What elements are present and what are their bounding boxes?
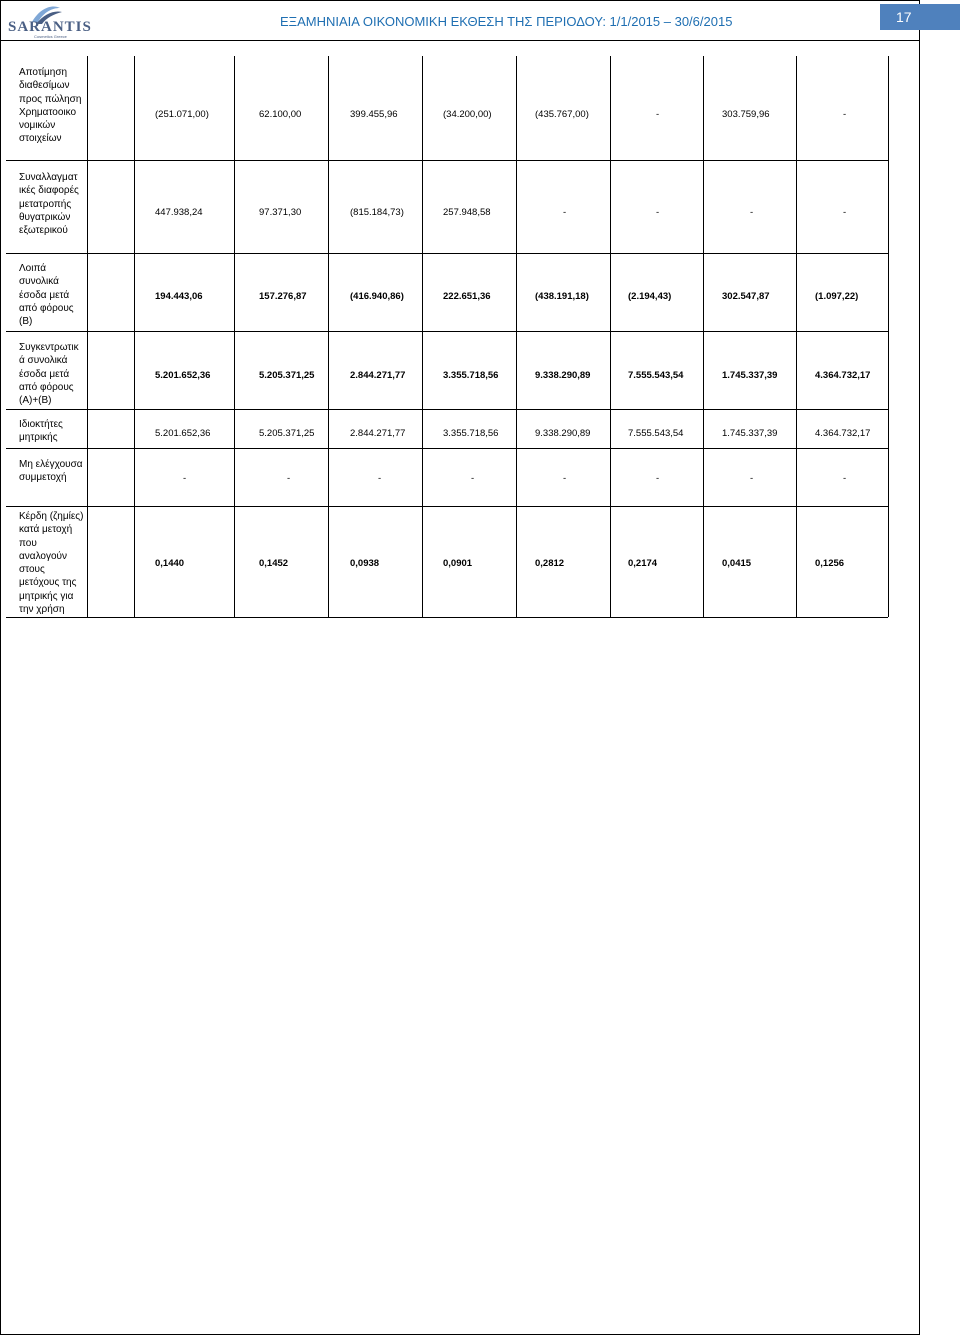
table-column-rule [134,56,135,617]
table-cell: 0,1256 [815,558,845,569]
table-column-rule [703,56,704,617]
table-cell: 5.205.371,25 [259,370,315,381]
table-cell: (416.940,86) [350,291,404,302]
table-cell: - [183,473,187,484]
row-label: Συγκεντρωτικ ά συνολικά έσοδα μετά από φόρους (Α)+(Β) [19,342,79,407]
row-label: Αποτίμηση διαθεσίμων προς πώληση Χρηματοοικο νομικών στοιχείων [19,67,82,145]
table-column-rule [796,56,797,617]
table-cell: 0,2812 [535,558,565,569]
table-cell: 0,1452 [259,558,289,569]
table-cell: 0,0415 [722,558,752,569]
table-cell: - [750,207,754,218]
table-cell: 1.745.337,39 [722,370,778,381]
table-cell: 303.759,96 [722,109,770,120]
row-label: Συναλλαγματ ικές διαφορές μετατροπής θυγατρικών εξωτερικού [19,172,79,237]
table-cell: - [563,473,567,484]
table-cell: 3.355.718,56 [443,428,499,439]
table-cell: 5.201.652,36 [155,370,211,381]
table-cell: 157.276,87 [259,291,307,302]
table-cell: - [563,207,567,218]
table-cell: 9.338.290,89 [535,428,591,439]
table-cell: 399.455,96 [350,109,398,120]
table-cell: 0,2174 [628,558,658,569]
table-cell: (435.767,00) [535,109,589,120]
table-row-rule [6,617,888,618]
table-cell: (815.184,73) [350,207,404,218]
row-label: Ιδιοκτήτες μητρικής [19,419,63,444]
table-column-rule [328,56,329,617]
row-label: Μη ελέγχουσα συμμετοχή [19,459,83,484]
table-cell: (2.194,43) [628,291,672,302]
table-cell: 194.443,06 [155,291,203,302]
header-rule [0,40,920,41]
table-cell: 302.547,87 [722,291,770,302]
table-cell: 4.364.732,17 [815,428,871,439]
table-cell: - [750,473,754,484]
table-row-rule [6,160,888,161]
table-column-rule [610,56,611,617]
table-cell: - [378,473,382,484]
table-cell: 97.371,30 [259,207,302,218]
table-cell: 3.355.718,56 [443,370,499,381]
table-cell: - [843,473,847,484]
table-cell: - [656,473,660,484]
table-cell: 1.745.337,39 [722,428,778,439]
table-cell: 9.338.290,89 [535,370,591,381]
table-cell: 5.205.371,25 [259,428,315,439]
table-cell: 4.364.732,17 [815,370,871,381]
table-cell: 222.651,36 [443,291,491,302]
table-column-rule [234,56,235,617]
page-number: 17 [880,4,960,30]
table-row-rule [6,506,888,507]
table-column-rule [516,56,517,617]
table-column-rule [888,56,889,617]
table-cell: 7.555.543,54 [628,370,684,381]
table-cell: (438.191,18) [535,291,589,302]
table-cell: - [843,109,847,120]
table-cell: (34.200,00) [443,109,492,120]
company-logo [4,4,92,40]
table-cell: 0,1440 [155,558,185,569]
table-cell: 62.100,00 [259,109,302,120]
table-cell: (1.097,22) [815,291,859,302]
table-row-rule [6,448,888,449]
table-cell: 2.844.271,77 [350,370,406,381]
table-cell: 7.555.543,54 [628,428,684,439]
table-row-rule [6,331,888,332]
table-cell: - [843,207,847,218]
table-column-rule [422,56,423,617]
row-label: Κέρδη (ζημίες) κατά μετοχή που αναλογούν στους μετόχους της μητρικής για την χρήση [19,511,84,616]
table-column-rule [87,56,88,617]
table-cell: - [287,473,291,484]
row-label: Λοιπά συνολικά έσοδα μετά από φόρους (Β) [19,263,74,328]
document-title: ΕΞΑΜΗΝΙΑΙΑ ΟΙΚΟΝΟΜΙΚΗ ΕΚΘΕΣΗ ΤΗΣ ΠΕΡΙΟΔΟΥ: 1/1/2015 – 30/6/2015 [280,14,733,29]
table-cell: 257.948,58 [443,207,491,218]
table-cell: (251.071,00) [155,109,209,120]
table-cell: - [656,207,660,218]
table-cell: - [471,473,475,484]
table-cell: 0,0938 [350,558,380,569]
logo-wordmark: SARANTIS [8,19,92,35]
table-cell: - [656,109,660,120]
table-cell: 2.844.271,77 [350,428,406,439]
table-cell: 447.938,24 [155,207,203,218]
table-row-rule [6,253,888,254]
table-cell: 5.201.652,36 [155,428,211,439]
table-cell: 0,0901 [443,558,473,569]
logo-subtitle: Cosmetics Greece [34,34,67,39]
table-row-rule [6,409,888,410]
